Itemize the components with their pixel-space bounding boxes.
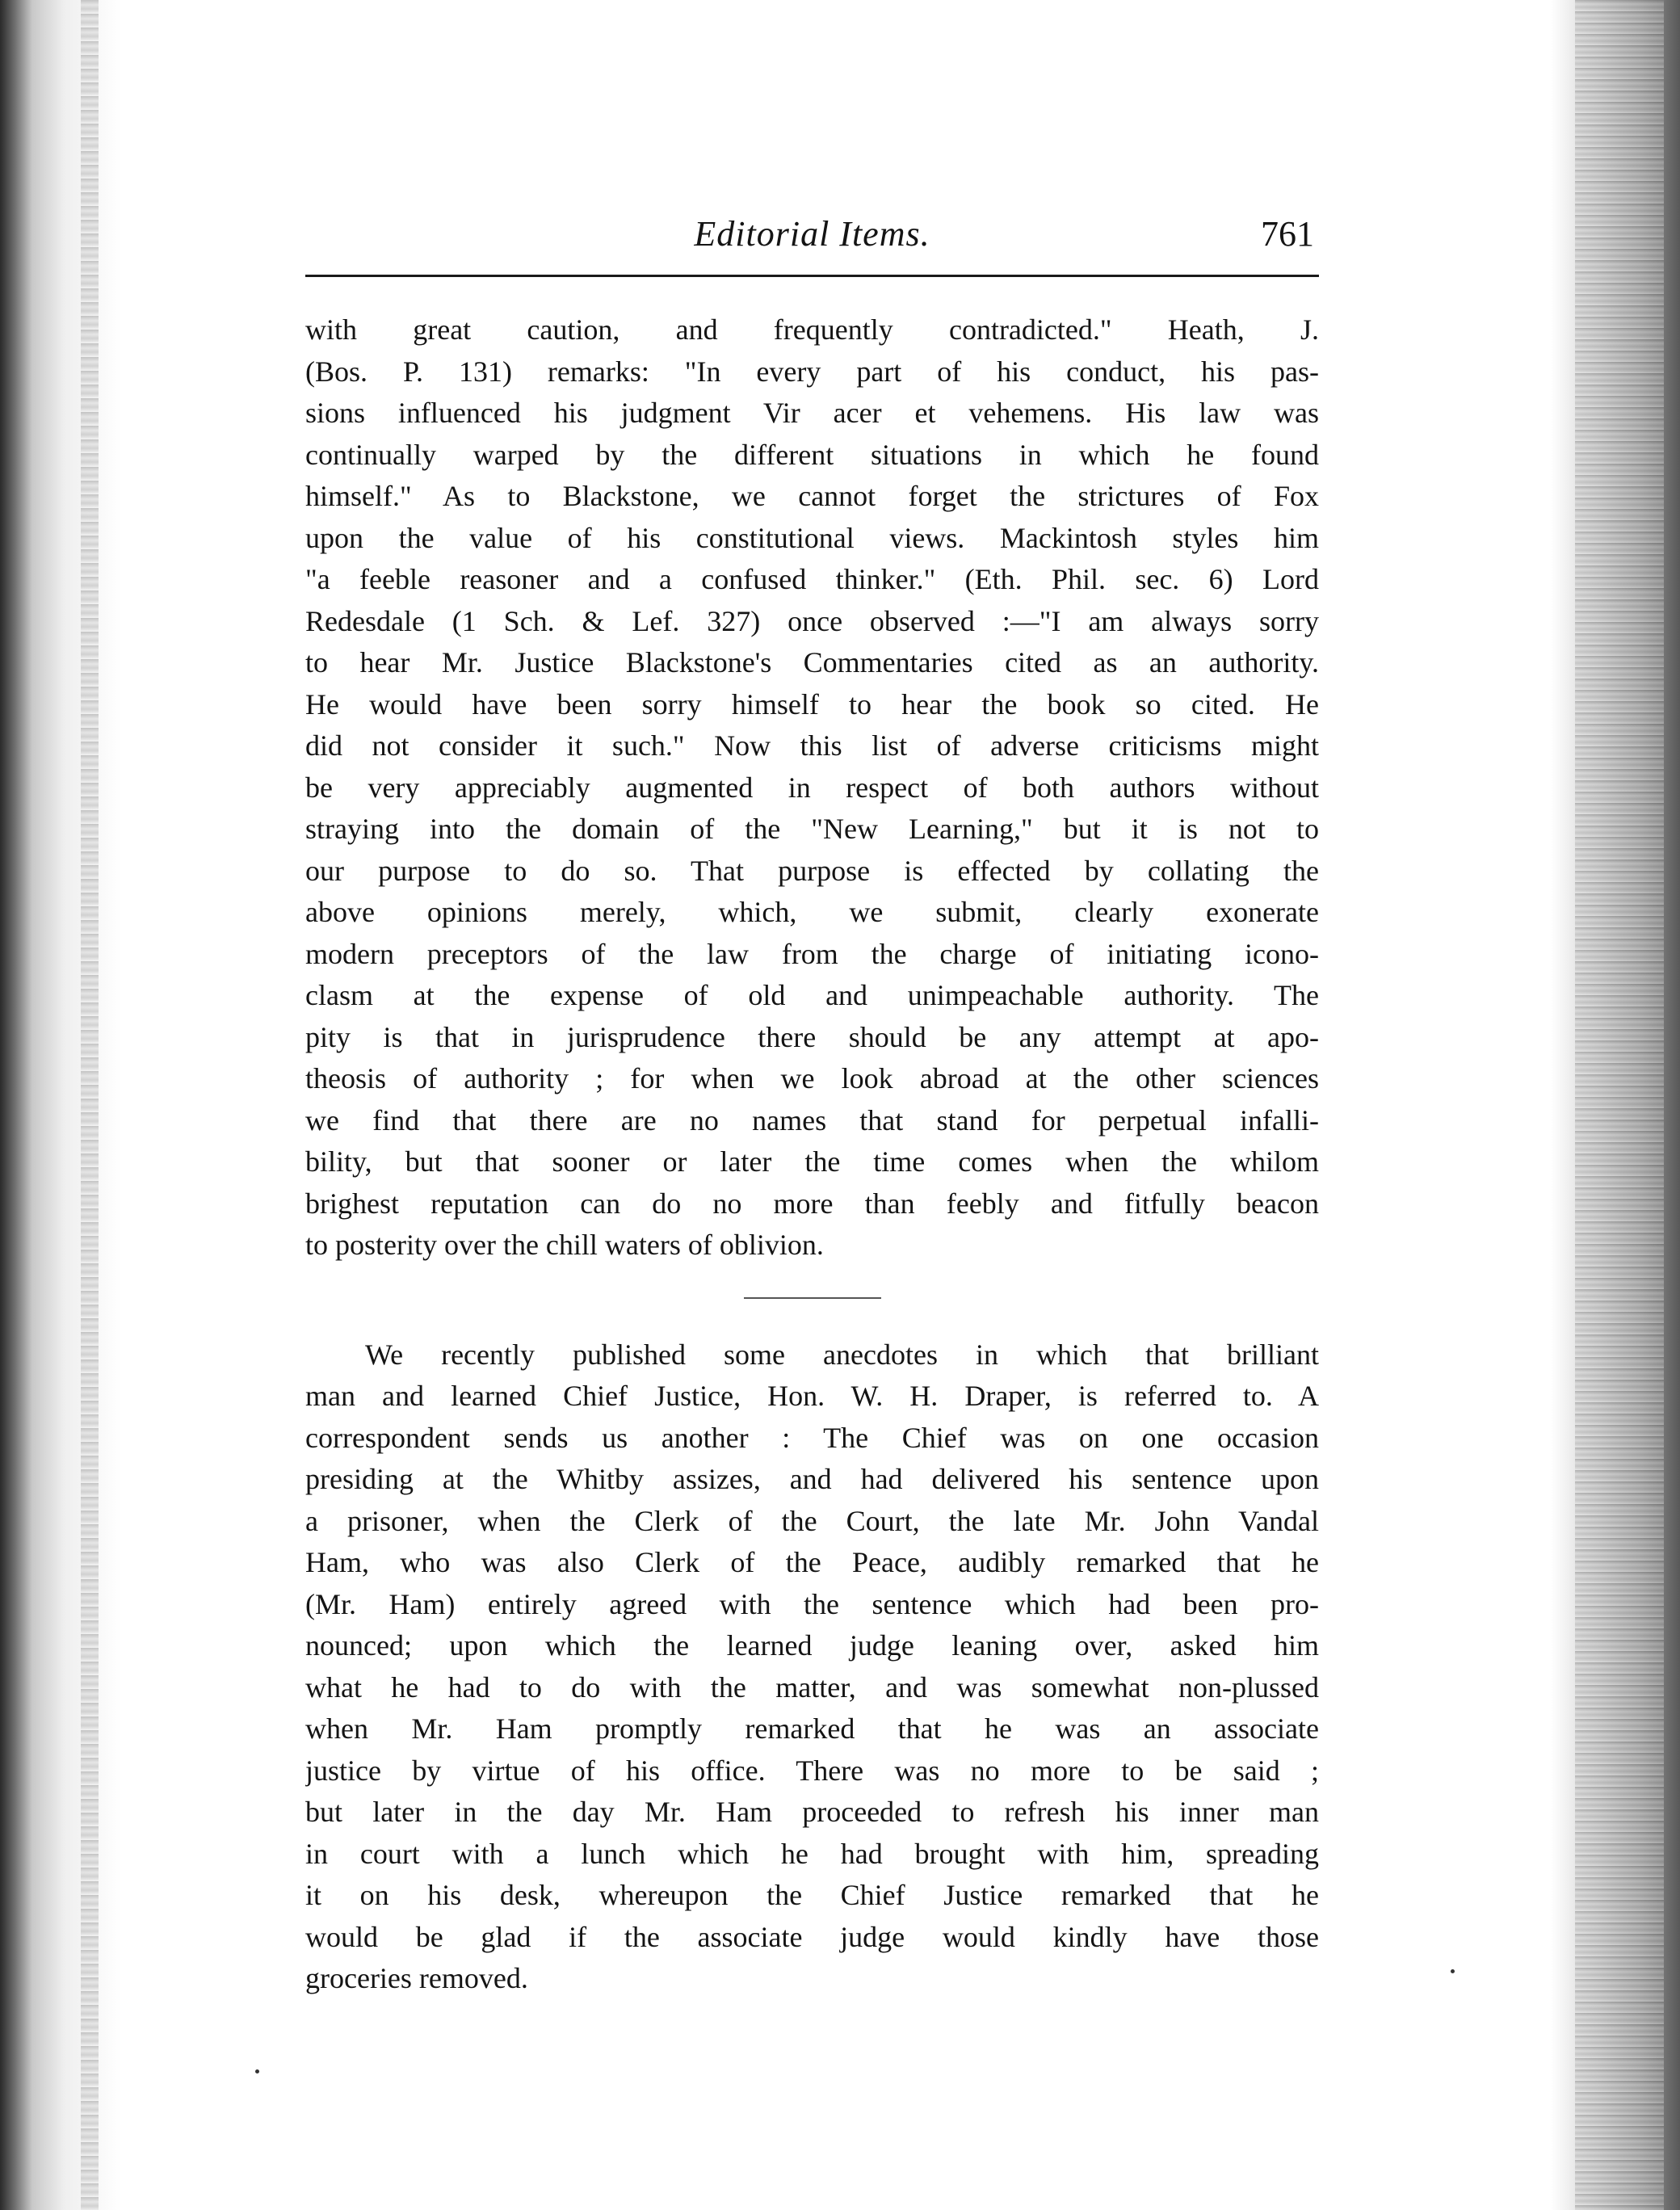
text-line: in court with a lunch which he had brought with him, spreading bbox=[305, 1837, 1319, 1870]
text-line: above opinions merely, which, we submit, clearly exonerate bbox=[305, 896, 1319, 928]
scan-speck bbox=[1451, 1969, 1455, 1973]
text-line: Ham, who was also Clerk of the Peace, audibly remarked that he bbox=[305, 1546, 1319, 1578]
running-title: Editorial Items. bbox=[694, 214, 930, 254]
text-line: (Bos. P. 131) remarks: "In every part of his conduct, his pas- bbox=[305, 355, 1319, 388]
section-divider bbox=[744, 1297, 881, 1299]
header-rule bbox=[305, 275, 1319, 277]
text-line: to hear Mr. Justice Blackstone's Commentaries cited as an authority. bbox=[305, 646, 1319, 679]
text-line: We recently published some anecdotes in which that brilliant bbox=[365, 1338, 1319, 1371]
page-number: 761 bbox=[1261, 214, 1314, 254]
text-line: what he had to do with the matter, and was somewhat non-plussed bbox=[305, 1670, 1319, 1704]
text-line: to posterity over the chill waters of oblivion. bbox=[305, 1229, 824, 1261]
running-head bbox=[305, 213, 1319, 268]
text-line: but later in the day Mr. Ham proceeded to refresh his inner man bbox=[305, 1796, 1319, 1828]
text-line: when Mr. Ham promptly remarked that he was an associate bbox=[305, 1712, 1319, 1745]
text-line: clasm at the expense of old and unimpeachable authority. The bbox=[305, 979, 1319, 1011]
text-line: sions influenced his judgment Vir acer et vehemens. His law was bbox=[305, 397, 1319, 429]
text-line: it on his desk, whereupon the Chief Justice remarked that he bbox=[305, 1879, 1319, 1911]
text-line: pity is that in jurisprudence there should be any attempt at apo- bbox=[305, 1020, 1319, 1053]
text-line: man and learned Chief Justice, Hon. W. H. Draper, is referred to. A bbox=[305, 1380, 1319, 1412]
text-line: our purpose to do so. That purpose is effected by collating the bbox=[305, 854, 1319, 887]
text-line: correspondent sends us another : The Chief was on one occasion bbox=[305, 1421, 1319, 1454]
text-line: we find that there are no names that stand for perpetual infalli- bbox=[305, 1103, 1319, 1137]
text-line: himself." As to Blackstone, we cannot forget the strictures of Fox bbox=[305, 480, 1319, 512]
scan-binding-shadow-left bbox=[0, 0, 121, 2210]
text-line: would be glad if the associate judge would kindly have those bbox=[305, 1920, 1319, 1953]
paragraph-draper-anecdote bbox=[305, 1334, 1319, 2000]
scan-page-stack-texture-right bbox=[1575, 0, 1664, 2210]
text-line: "a feeble reasoner and a confused thinker." (Eth. Phil. sec. 6) Lord bbox=[305, 563, 1319, 595]
text-line: modern preceptors of the law from the charge of initiating icono- bbox=[305, 937, 1319, 970]
text-line: be very appreciably augmented in respect of both authors without bbox=[305, 771, 1319, 804]
text-line: theosis of authority ; for when we look abroad at the other sciences bbox=[305, 1062, 1319, 1094]
text-line: nounced; upon which the learned judge leaning over, asked him bbox=[305, 1629, 1319, 1662]
text-line: continually warped by the different situations in which he found bbox=[305, 438, 1319, 471]
text-line: (Mr. Ham) entirely agreed with the sentence which had been pro- bbox=[305, 1587, 1319, 1620]
text-line: upon the value of his constitutional views. Mackintosh styles him bbox=[305, 521, 1319, 554]
text-line: straying into the domain of the "New Learning," but it is not to bbox=[305, 813, 1319, 845]
text-line: justice by virtue of his office. There was no more to be said ; bbox=[305, 1754, 1319, 1787]
paragraph-criticisms bbox=[305, 309, 1319, 1267]
text-line: did not consider it such." Now this list of adverse criticisms might bbox=[305, 729, 1319, 762]
text-line: a prisoner, when the Clerk of the Court, the late Mr. John Vandal bbox=[305, 1504, 1319, 1537]
text-line: groceries removed. bbox=[305, 1962, 528, 1994]
text-line: presiding at the Whitby assizes, and had delivered his sentence upon bbox=[305, 1463, 1319, 1495]
text-line: He would have been sorry himself to hear the book so cited. He bbox=[305, 687, 1319, 721]
scan-speck bbox=[255, 2069, 259, 2073]
scan-binding-texture-left bbox=[81, 0, 99, 2210]
text-line: brighest reputation can do no more than feebly and fitfully beacon bbox=[305, 1187, 1319, 1220]
text-line: Redesdale (1 Sch. & Lef. 327) once observed :—"I am always sorry bbox=[305, 604, 1319, 637]
text-line: bility, but that sooner or later the time comes when the whilom bbox=[305, 1145, 1319, 1178]
book-page bbox=[305, 213, 1319, 2000]
text-line: with great caution, and frequently contradicted." Heath, J. bbox=[305, 313, 1319, 346]
